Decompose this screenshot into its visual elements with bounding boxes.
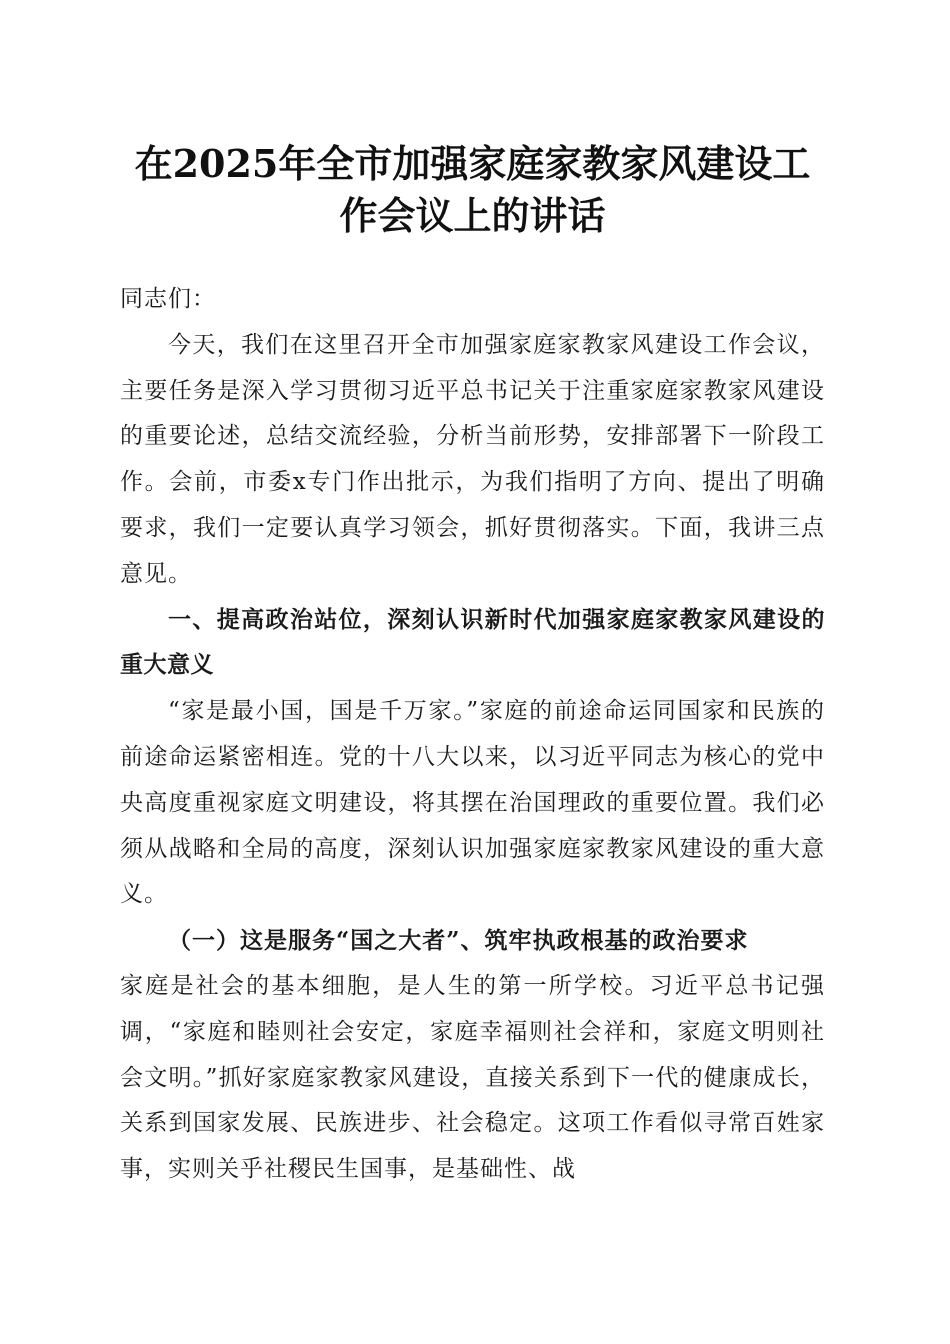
salutation: 同志们： <box>120 286 216 312</box>
section-heading-1: 一、提高政治站位，深刻认识新时代加强家庭家教家风建设的重大意义 <box>120 606 825 679</box>
subsection-paragraph-1: 家庭是社会的基本细胞，是人生的第一所学校。习近平总书记强调，“家庭和睦则社会安定，家庭幸福则社会祥和，家庭文明则社会文明。”抓好家庭家教家风建设，直接关系到下一代的健康成长，关系到国家发展、民族进步、社会稳定。这项工作看似寻常百姓家事，实则关乎社稷民生国事，是基础性、战 <box>120 972 825 1183</box>
section-paragraph-1: “家是最小国，国是千万家。”家庭的前途命运同国家和民族的前途命运紧密相连。党的十八大以来，以习近平同志为核心的党中央高度重视家庭文明建设，将其摆在治国理政的重要位置。我们必须从战略和全局的高度，深刻认识加强家庭家教家风建设的重大意义。 <box>120 698 825 908</box>
intro-paragraph: 今天，我们在这里召开全市加强家庭家教家风建设工作会议，主要任务是深入学习贯彻习近平总书记关于注重家庭家教家风建设的重要论述，总结交流经验，分析当前形势，安排部署下一阶段工作。会前，市委x专门作出批示，为我们指明了方向、提出了明确要求，我们一定要认真学习领会，抓好贯彻落实。下面，我讲三点意见。 <box>120 331 825 587</box>
subsection-heading-1: （一）这是服务“国之大者”、筑牢执政根基的政治要求 <box>168 927 749 955</box>
document-body <box>120 277 825 1193</box>
document-title: 在2025年全市加强家庭家教家风建设工作会议上的讲话 <box>134 141 811 238</box>
